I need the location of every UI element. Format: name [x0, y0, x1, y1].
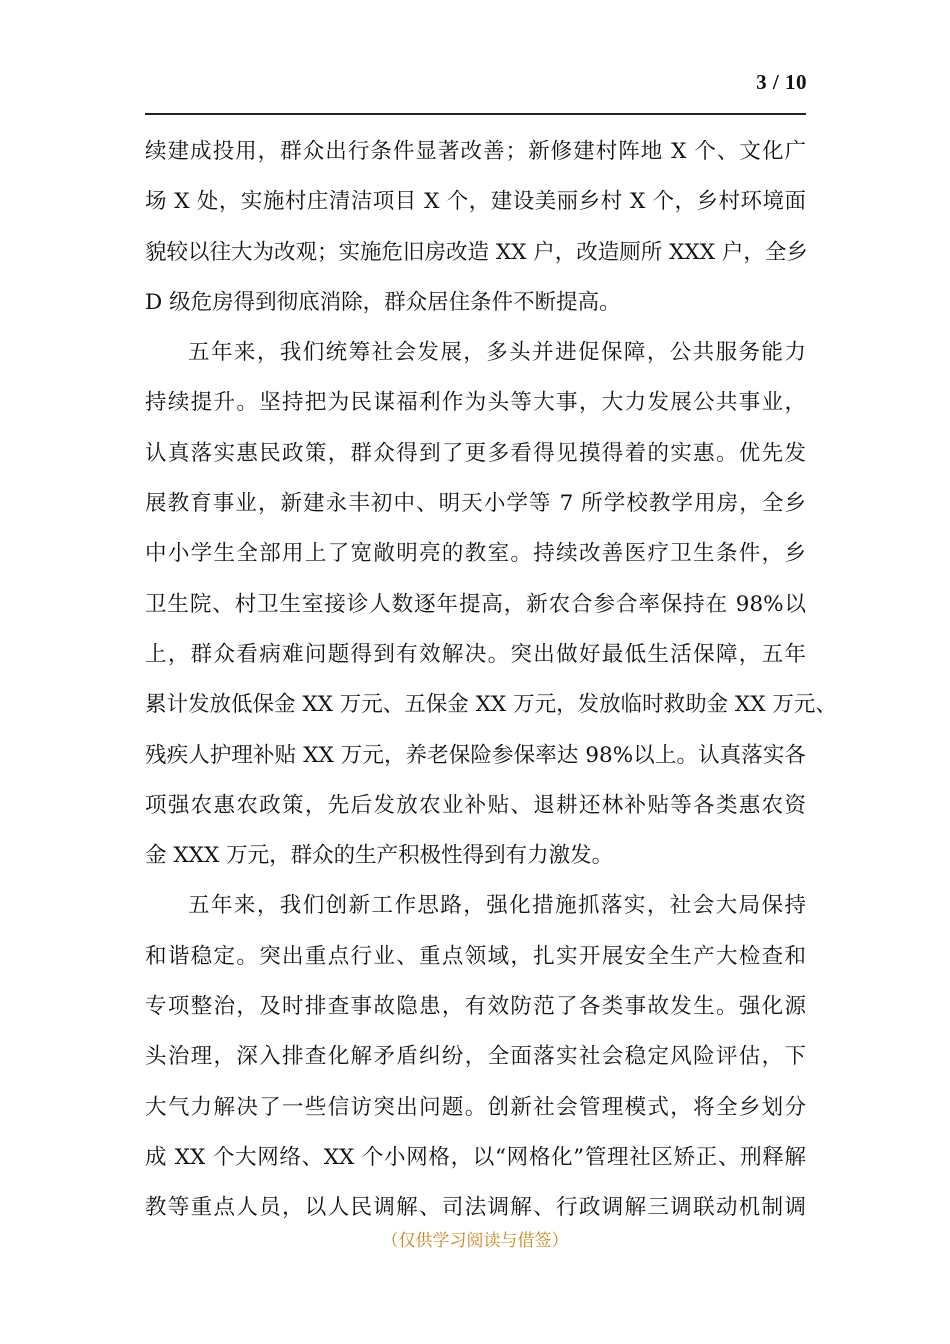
- paragraph-3-line-4: 头治理，深入排查化解矛盾纠纷，全面落实社会稳定风险评估，下: [145, 1044, 806, 1070]
- paragraph-2-line-4: 展教育事业，新建永丰初中、明天小学等 7 所学校教学用房，全乡: [145, 491, 806, 517]
- paragraph-2-line-10: 项强农惠农政策，先后发放农业补贴、退耕还林补贴等各类惠农资: [145, 792, 806, 818]
- body-text: [145, 127, 837, 1234]
- paragraph-2-line-2: 持续提升。坚持把为民谋福利作为头等大事，大力发展公共事业，: [145, 390, 806, 416]
- paragraph-3-line-3: 专项整治，及时排查事故隐患，有效防范了各类事故发生。强化源: [145, 994, 806, 1020]
- paragraph-3-line-7: 教等重点人员，以人民调解、司法调解、行政调解三调联动机制调: [145, 1195, 806, 1221]
- page-number: 3 / 10: [756, 70, 807, 94]
- paragraph-2-line-8: 累计发放低保金 XX 万元、五保金 XX 万元，发放临时救助金 XX 万元、: [145, 692, 837, 718]
- paragraph-1-line-4: D 级危房得到彻底消除，群众居住条件不断提高。: [145, 289, 621, 315]
- paragraph-2-line-7: 上，群众看病难问题得到有效解决。突出做好最低生活保障，五年: [145, 641, 806, 667]
- paragraph-3-line-2: 和谐稳定。突出重点行业、重点领域，扎实开展安全生产大检查和: [145, 943, 806, 969]
- paragraph-3-line-6: 成 XX 个大网络、XX 个小网格，以“网格化”管理社区矫正、刑释解: [145, 1144, 806, 1170]
- paragraph-3-line-5: 大气力解决了一些信访突出问题。创新社会管理模式，将全乡划分: [145, 1094, 806, 1120]
- paragraph-2-line-11: 金 XXX 万元，群众的生产积极性得到有力激发。: [145, 843, 614, 869]
- paragraph-1-line-2: 场 X 处，实施村庄清洁项目 X 个，建设美丽乡村 X 个，乡村环境面: [145, 189, 806, 215]
- paragraph-2-line-3: 认真落实惠民政策，群众得到了更多看得见摸得着的实惠。优先发: [145, 440, 806, 466]
- paragraph-3-line-1: 五年来，我们创新工作思路，强化措施抓落实，社会大局保持: [188, 893, 806, 919]
- paragraph-2-line-5: 中小学生全部用上了宽敞明亮的教室。持续改善医疗卫生条件，乡: [145, 541, 806, 567]
- paragraph-2-line-9: 残疾人护理补贴 XX 万元，养老保险参保率达 98%以上。认真落实各: [145, 742, 806, 768]
- paragraph-2-line-6: 卫生院、村卫生室接诊人数逐年提高，新农合参合率保持在 98%以: [145, 591, 806, 617]
- footer-note: （仅供学习阅读与借签）: [381, 1231, 569, 1251]
- paragraph-1-line-3: 貌较以往大为改观；实施危旧房改造 XX 户，改造厕所 XXX 户，全乡: [145, 239, 808, 265]
- paragraph-2-line-1: 五年来，我们统筹社会发展，多头并进促保障，公共服务能力: [188, 340, 806, 366]
- header-rule: [145, 113, 806, 115]
- paragraph-1-line-1: 续建成投用，群众出行条件显著改善；新修建村阵地 X 个、文化广: [145, 139, 806, 164]
